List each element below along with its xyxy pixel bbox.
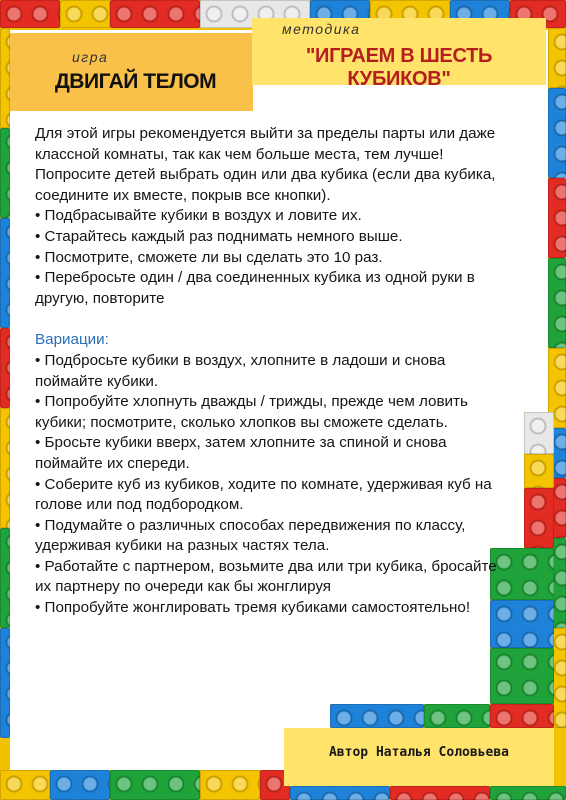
variations-list (35, 351, 515, 619)
intro-paragraph: Для этой игры рекомендуется выйти за пределы парты или даже классной комнаты, так как чем больше места, тем лучше! Попросите детей выбрать один или два кубика (если два кубика, соедините их вместе, покрыв все кнопки). • Подбрасывайте кубики в воздух и ловите их. • Старайтесь каждый раз поднимать немного выше. • Посмотрите, сможете ли вы сделать это 10 раз. • Перебросьте один / два соединенных кубика из одной руки в другую, повторите (35, 125, 496, 307)
variation-item: • Попробуйте жонглировать тремя кубиками самостоятельно! (35, 599, 471, 617)
variation-item: • Соберите куб из кубиков, ходите по комнате, удерживая куб на голове или под подбородком. (35, 475, 492, 514)
variation-item: • Бросьте кубики вверх, затем хлопните за спиной и снова поймайте их спереди. (35, 434, 447, 472)
variation-item: • Подбросьте кубики в воздух, хлопните в ладоши и снова поймайте кубики. (35, 351, 446, 390)
method-title: "ИГРАЕМ В ШЕСТЬ КУБИКОВ" (305, 45, 493, 90)
method-label: методика (282, 21, 361, 37)
game-title: ДВИГАЙ ТЕЛОМ (54, 70, 217, 93)
variation-item: • Подумайте о различных способах передвижения по классу, удерживая кубики на разных частях тела. (35, 516, 466, 555)
game-label: игра (72, 49, 109, 65)
variation-item: • Попробуйте хлопнуть дважды / трижды, прежде чем ловить кубики; посмотрите, сколько хлопков вы сможете сделать. (35, 393, 468, 431)
variations-heading: Вариации: (35, 331, 109, 349)
author-credit: Автор Наталья Соловьева (328, 745, 509, 760)
variation-item: • Работайте с партнером, возьмите два или три кубика, бросайте их партнеру по очереди как бы жонглируя (35, 557, 497, 596)
content-card-bottom (10, 704, 330, 770)
instructions-body (35, 124, 515, 619)
